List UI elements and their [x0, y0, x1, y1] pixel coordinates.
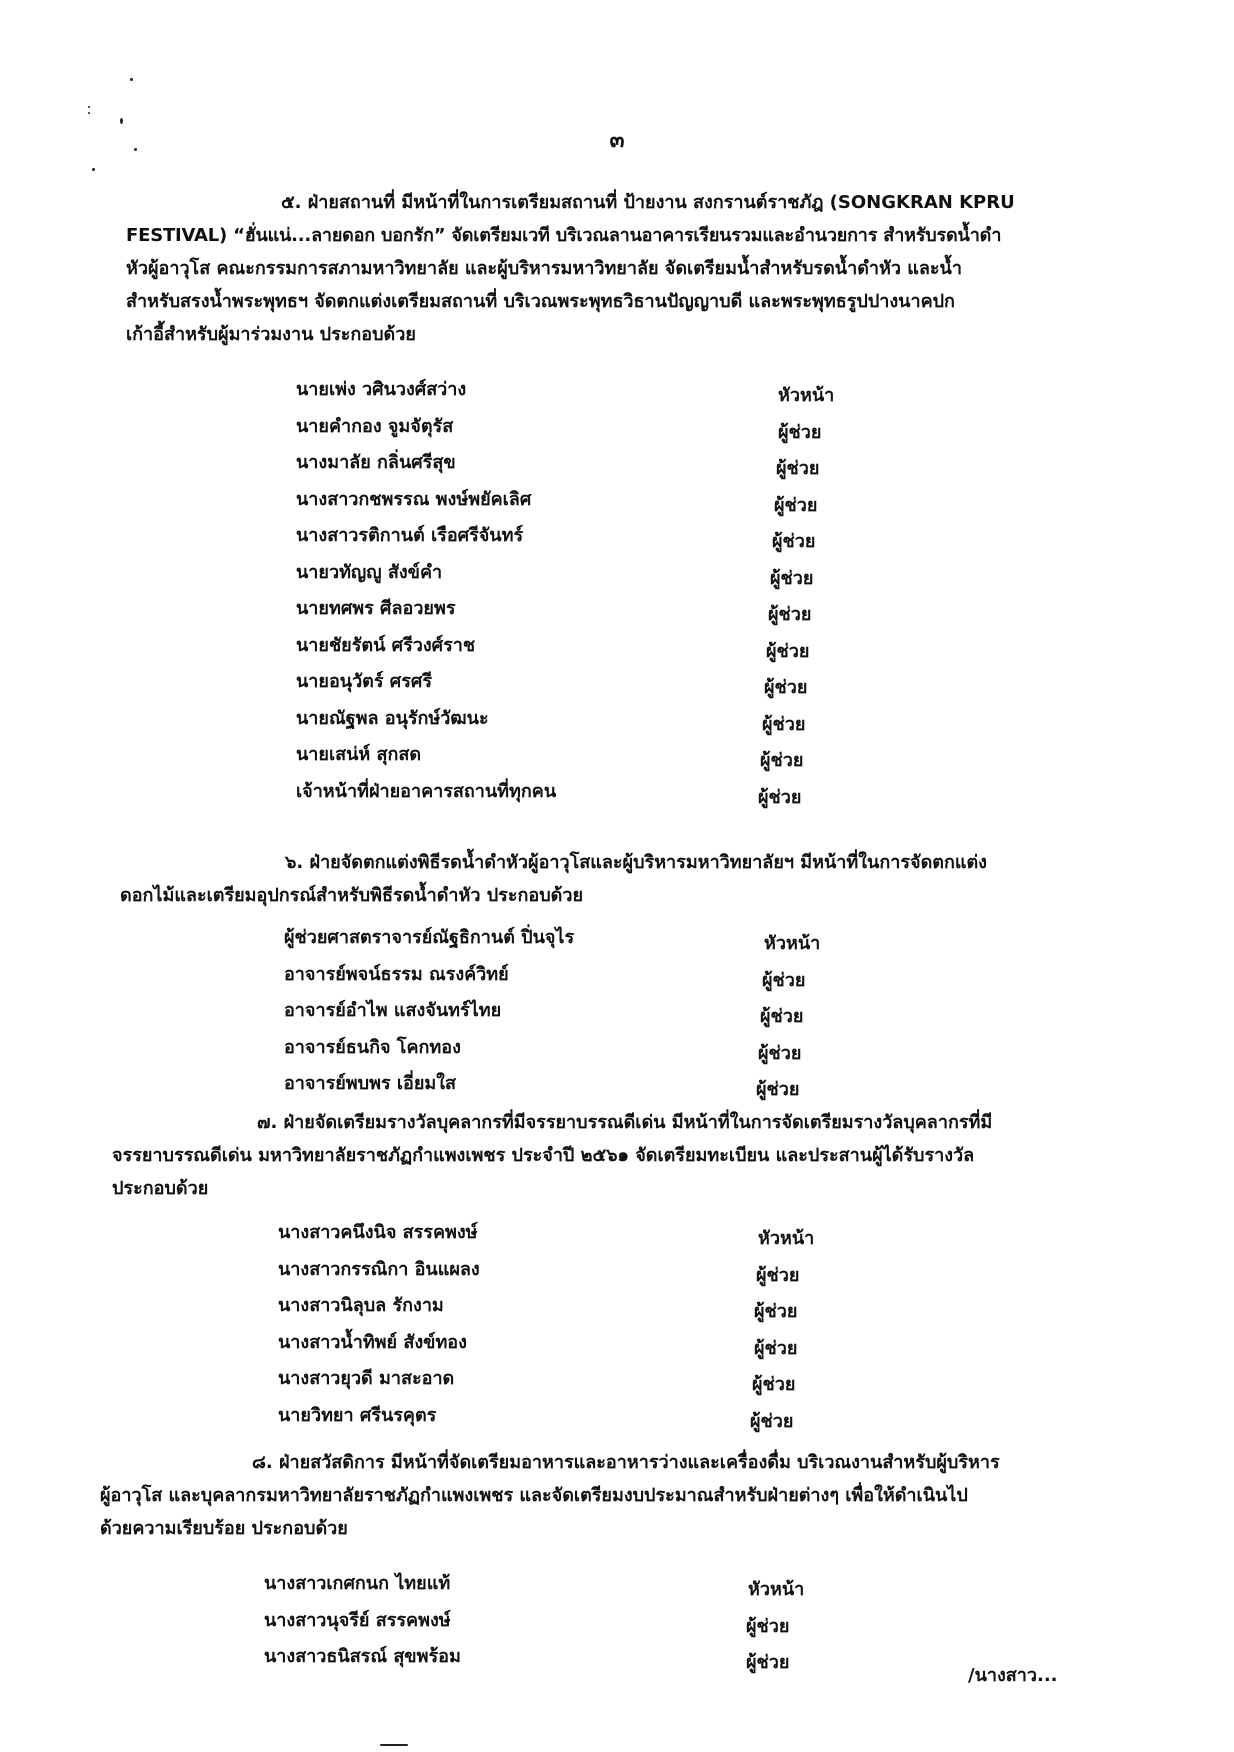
member-name: อาจารย์พบพร เอี่ยมใส: [284, 1073, 457, 1094]
member-row: [296, 553, 856, 590]
member-name: นางสาวนุจรีย์ สรรคพงษ์: [264, 1609, 451, 1631]
member-row: [264, 1564, 824, 1601]
scan-speck: [134, 148, 137, 151]
paragraph-line: ประกอบด้วย: [112, 1178, 209, 1199]
continuation-note: /นางสาว...: [968, 1665, 1058, 1686]
member-name: นายทศพร ศีลอวยพร: [296, 598, 456, 619]
paragraph-line: สำหรับสรงน้ำพระพุทธฯ จัดตกแต่งเตรียมสถานที่ บริเวณพระพุทธวิธานปัญญาบดี และพระพุทธรูปปางนาคปก: [126, 291, 955, 312]
member-role: ผู้ช่วย: [776, 458, 820, 479]
page-number: ๓: [609, 128, 625, 153]
member-name: นายคำกอง จูมจัตุรัส: [296, 415, 454, 437]
paragraph-line: ดอกไม้และเตรียมอุปกรณ์สำหรับพิธีรดน้ำดำหัว ประกอบด้วย: [120, 885, 583, 906]
member-row: [278, 1286, 838, 1323]
member-role: ผู้ช่วย: [762, 713, 806, 735]
scan-speck: [88, 112, 90, 114]
member-name: นางสาวนิลุบล รักงาม: [278, 1295, 444, 1316]
paragraph-line: เก้าอี้สำหรับผู้มาร่วมงาน ประกอบด้วย: [126, 324, 416, 345]
member-row: [264, 1601, 824, 1638]
member-role: หัวหน้า: [748, 1579, 805, 1600]
member-name: นายวทัญญู สังข์คำ: [296, 561, 443, 583]
member-name: เจ้าหน้าที่ฝ่ายอาคารสถานที่ทุกคน: [296, 780, 557, 802]
member-role: ผู้ช่วย: [770, 567, 814, 589]
member-name: อาจารย์ธนกิจ โคกทอง: [284, 1036, 461, 1058]
scan-speck: [380, 1744, 408, 1746]
member-role: ผู้ช่วย: [746, 1615, 790, 1637]
member-name: นางสาวน้ำทิพย์ สังข์ทอง: [278, 1331, 467, 1353]
member-row: [284, 1028, 844, 1065]
paragraph-line: ด้วยความเรียบร้อย ประกอบด้วย: [100, 1518, 348, 1539]
member-role: ผู้ช่วย: [746, 1652, 790, 1673]
member-row: [278, 1396, 838, 1433]
paragraph-line: FESTIVAL) “ฮั่นแน่...ลายดอก บอกรัก” จัดเตรียมเวที บริเวณลานอาคารเรียนรวมและอำนวยการ สำหรับรดน้ำดำ: [126, 225, 1002, 246]
paragraph-line: จรรยาบรรณดีเด่น มหาวิทยาลัยราชภัฏกำแพงเพชร ประจำปี ๒๕๖๑ จัดเตรียมทะเบียน และประสานผู้ได้รับรางวัล: [112, 1145, 975, 1166]
member-role: หัวหน้า: [764, 933, 821, 954]
section-7-paragraph: [112, 1106, 992, 1205]
member-row: [278, 1359, 838, 1396]
member-name: อาจารย์พจน์ธรรม ณรงค์วิทย์: [284, 963, 509, 985]
member-row: [284, 955, 844, 992]
member-row: [296, 662, 856, 699]
member-name: นางสาวรติกานต์ เรือศรีจันทร์: [296, 525, 524, 546]
member-row: [296, 407, 856, 444]
member-row: [284, 991, 844, 1028]
member-role: ผู้ช่วย: [778, 421, 822, 443]
scan-speck: [88, 106, 90, 108]
member-name: นายเพ่ง วศินวงศ์สว่าง: [296, 379, 467, 400]
paragraph-line: ๖. ฝ่ายจัดตกแต่งพิธีรดน้ำดำหัวผู้อาวุโสและผู้บริหารมหาวิทยาลัยฯ มีหน้าที่ในการจัดตกแต่ง: [285, 852, 987, 873]
paragraph-line: ๕. ฝ่ายสถานที่ มีหน้าที่ในการเตรียมสถานที่ ป้ายงาน สงกรานต์ราชภัฎ (SONGKRAN KPRU: [281, 192, 1015, 213]
member-name: นางสาวธนิสรณ์ สุขพร้อม: [264, 1646, 461, 1667]
member-row: [296, 516, 856, 553]
member-row: [278, 1323, 838, 1360]
member-role: ผู้ช่วย: [752, 1374, 796, 1395]
member-name: นางสาวเกศกนก ไทยแท้: [264, 1573, 451, 1594]
member-role: ผู้ช่วย: [754, 1301, 798, 1322]
member-role: ผู้ช่วย: [764, 677, 808, 698]
member-row: [296, 589, 856, 626]
member-name: ผู้ช่วยศาสตราจารย์ณัฐธิกานต์ ปิ่นจุไร: [284, 927, 575, 948]
member-role: ผู้ช่วย: [750, 1410, 794, 1432]
paragraph-line: ผู้อาวุโส และบุคลากรมหาวิทยาลัยราชภัฏกำแพงเพชร และจัดเตรียมงบประมาณสำหรับฝ่ายต่างๆ เพื่อให้ดำเนินไป: [100, 1485, 968, 1506]
member-role: ผู้ช่วย: [760, 1006, 804, 1027]
member-role: ผู้ช่วย: [772, 531, 816, 552]
member-row: [278, 1213, 838, 1250]
member-row: [264, 1637, 824, 1674]
member-name: นางสาวกชพรรณ พงษ์พยัคเลิศ: [296, 488, 532, 510]
scan-speck: [130, 78, 133, 81]
member-name: นายชัยรัตน์ ศรีวงศ์ราช: [296, 634, 476, 656]
member-name: นางสาวยุวดี มาสะอาด: [278, 1368, 455, 1389]
member-role: ผู้ช่วย: [758, 1042, 802, 1064]
member-role: ผู้ช่วย: [768, 604, 812, 625]
member-role: หัวหน้า: [758, 1228, 815, 1249]
member-role: ผู้ช่วย: [762, 969, 806, 991]
section-5-member-list: [296, 370, 856, 808]
member-role: ผู้ช่วย: [756, 1264, 800, 1286]
member-row: [296, 480, 856, 517]
member-row: [284, 1064, 844, 1101]
paragraph-line: ๗. ฝ่ายจัดเตรียมรางวัลบุคลากรที่มีจรรยาบรรณดีเด่น มีหน้าที่ในการจัดเตรียมรางวัลบุคลากรที่มี: [257, 1112, 993, 1133]
member-row: [296, 626, 856, 663]
paragraph-line: หัวผู้อาวุโส คณะกรรมการสภามหาวิทยาลัย และผู้บริหารมหาวิทยาลัย จัดเตรียมน้ำสำหรับรดน้ำดำหัว และน้ำ: [126, 258, 962, 279]
member-role: ผู้ช่วย: [754, 1337, 798, 1359]
member-row: [284, 918, 844, 955]
section-5-paragraph: [126, 186, 1015, 351]
member-name: นายอนุวัตร์ ศรศรี: [296, 671, 432, 692]
section-6-member-list: [284, 918, 844, 1101]
member-role: ผู้ช่วย: [760, 750, 804, 771]
scan-speck: [92, 168, 95, 171]
member-role: ผู้ช่วย: [774, 494, 818, 516]
paragraph-line: ๘. ฝ่ายสวัสดิการ มีหน้าที่จัดเตรียมอาหารและอาหารว่างและเครื่องดื่ม บริเวณงานสำหรับผู้บริหาร: [252, 1452, 1000, 1473]
member-row: [296, 699, 856, 736]
section-7-member-list: [278, 1213, 838, 1432]
member-role: ผู้ช่วย: [766, 640, 810, 662]
section-8-member-list: [264, 1564, 824, 1674]
member-name: อาจารย์อำไพ แสงจันทร์ไทย: [284, 1000, 502, 1021]
member-role: หัวหน้า: [778, 385, 835, 406]
member-role: ผู้ช่วย: [758, 786, 802, 808]
member-name: นางมาลัย กลิ่นศรีสุข: [296, 452, 456, 473]
member-role: ผู้ช่วย: [756, 1079, 800, 1100]
member-name: นายณัฐพล อนุรักษ์วัฒนะ: [296, 707, 489, 729]
section-8-paragraph: [100, 1446, 1000, 1545]
member-row: [296, 735, 856, 772]
section-6-paragraph: [120, 846, 987, 912]
member-row: [296, 772, 856, 809]
member-row: [296, 370, 856, 407]
member-row: [278, 1250, 838, 1287]
scan-speck: [120, 118, 123, 124]
member-name: นายเสน่ห์ สุกสด: [296, 744, 422, 765]
member-name: นางสาวกรรณิกา อินแผลง: [278, 1258, 480, 1280]
member-name: นางสาวคนึงนิจ สรรคพงษ์: [278, 1222, 478, 1243]
member-name: นายวิทยา ศรีนรคุตร: [278, 1404, 437, 1426]
member-row: [296, 443, 856, 480]
